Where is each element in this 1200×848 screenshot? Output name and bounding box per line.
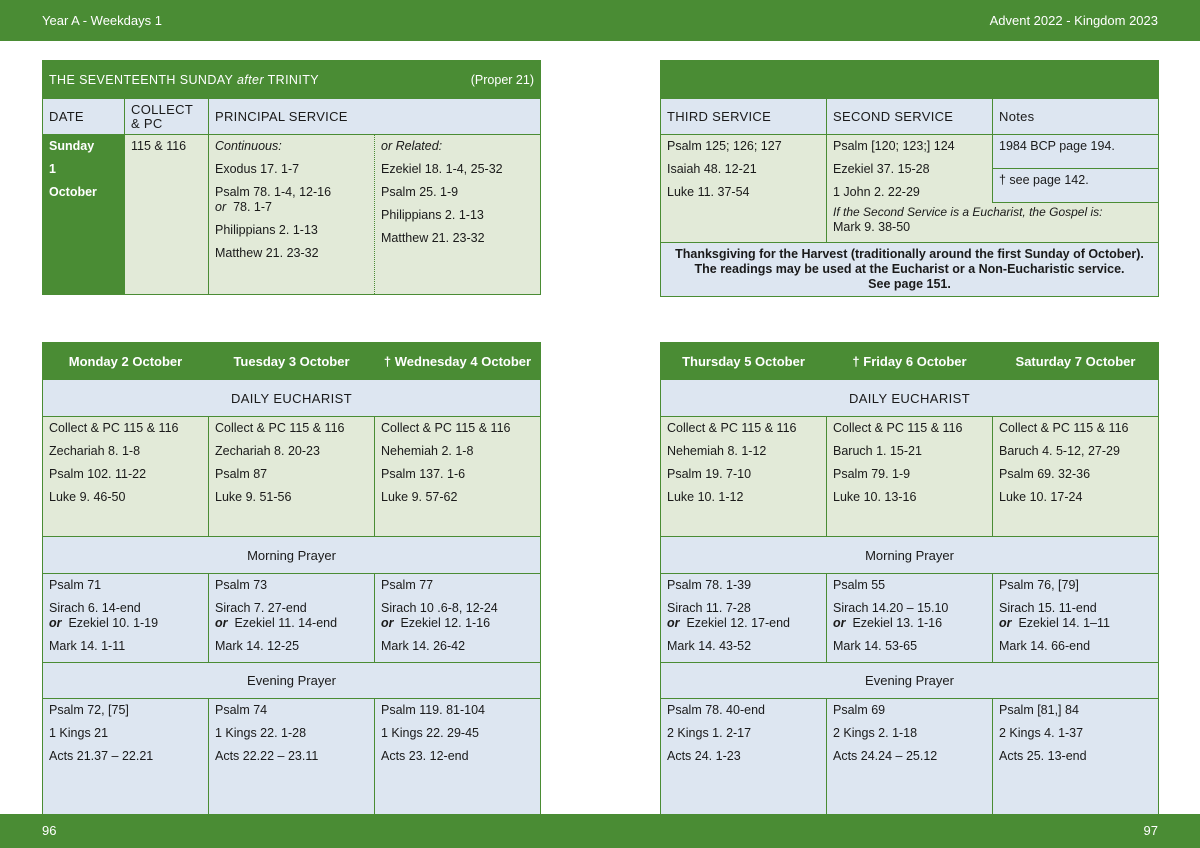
reading-line: Sirach 14.20 – 15.10	[833, 601, 949, 615]
acts-line: Acts 24.24 – 25.12	[833, 749, 938, 763]
daily-eucharist-label: DAILY EUCHARIST	[43, 380, 541, 417]
page-number-right: 97	[1143, 823, 1158, 838]
reading-line: 2 Kings 2. 1-18	[833, 726, 918, 740]
reading-line: Zechariah 8. 1-8	[49, 444, 141, 458]
alt-reading-value: Ezekiel 14. 1–11	[1018, 616, 1110, 630]
gospel-line: Luke 10. 17-24	[999, 490, 1083, 504]
psalm-line: Psalm 69	[833, 703, 886, 717]
sunday-title	[49, 73, 319, 87]
second-epistle: 1 John 2. 22-29	[833, 185, 920, 199]
collect-line: Collect & PC 115 & 116	[999, 421, 1129, 435]
reading-line: Sirach 15. 11-end	[999, 601, 1097, 615]
page-number-left: 96	[42, 823, 57, 838]
collect-line: Collect & PC 115 & 116	[833, 421, 963, 435]
third-reading: Isaiah 48. 12-21	[667, 162, 757, 176]
acts-line: Acts 24. 1-23	[667, 749, 741, 763]
alt-reading-line	[209, 616, 374, 631]
eucharist-cell	[43, 417, 209, 537]
collect-value: 115 & 116	[131, 139, 187, 153]
continuous-psalm-alt-value: 78. 1-7	[233, 200, 272, 214]
header-left-title: Year A - Weekdays 1	[42, 13, 162, 28]
notes-bcp: 1984 BCP page 194.	[999, 139, 1115, 153]
evening-cell	[827, 699, 993, 817]
continuous-reading: Exodus 17. 1-7	[215, 162, 300, 176]
psalm-line: Psalm 73	[215, 578, 268, 592]
gospel-line: Mark 14. 66-end	[999, 639, 1091, 653]
second-psalm: Psalm [120; 123;] 124	[833, 139, 955, 153]
gospel-line: Luke 9. 51-56	[215, 490, 292, 504]
psalm-line: Psalm 76, [79]	[999, 578, 1079, 592]
acts-line: Acts 25. 13-end	[999, 749, 1087, 763]
reading-line: 1 Kings 22. 1-28	[215, 726, 307, 740]
gospel-line: Mark 14. 53-65	[833, 639, 918, 653]
gospel-line: Mark 14. 43-52	[667, 639, 752, 653]
alt-reading-line	[43, 616, 208, 631]
eucharist-note-cell	[827, 203, 1159, 243]
day-header: Tuesday 3 October	[209, 343, 375, 380]
notes-bcp-cell	[993, 135, 1159, 169]
sunday-title-suffix: TRINITY	[263, 72, 320, 87]
col-date: DATE	[43, 99, 125, 135]
continuous-psalm-alt	[209, 200, 374, 215]
header-band	[0, 0, 1200, 41]
or-word: or	[667, 616, 680, 630]
evening-prayer-label: Evening Prayer	[661, 663, 1159, 699]
psalm-line: Psalm 74	[215, 703, 268, 717]
day-header: Saturday 7 October	[993, 343, 1159, 380]
reading-line: 2 Kings 4. 1-37	[999, 726, 1084, 740]
continuous-epistle: Philippians 2. 1-13	[215, 223, 318, 237]
third-gospel: Luke 11. 37-54	[667, 185, 750, 199]
evening-cell	[993, 699, 1159, 817]
col-notes: Notes	[993, 99, 1159, 135]
eucharist-note: If the Second Service is a Eucharist, the Gospel is:	[833, 205, 1103, 219]
psalm-line: Psalm 102. 11-22	[49, 467, 147, 481]
notes-see: † see page 142.	[999, 173, 1089, 187]
col-second-service: SECOND SERVICE	[827, 99, 993, 135]
reading-line: Sirach 7. 27-end	[215, 601, 307, 615]
related-gospel: Matthew 21. 23-32	[381, 231, 485, 245]
alt-reading-value: Ezekiel 12. 1-16	[400, 616, 491, 630]
gospel-line: Luke 10. 13-16	[833, 490, 917, 504]
or-word: or	[833, 616, 846, 630]
eucharist-cell	[827, 417, 993, 537]
harvest-note-line: Thanksgiving for the Harvest (traditionally around the first Sunday of October).	[675, 247, 1144, 261]
col-principal: PRINCIPAL SERVICE	[209, 99, 541, 135]
related-label: or Related:	[381, 139, 443, 153]
evening-prayer-label: Evening Prayer	[43, 663, 541, 699]
continuous-psalm: Psalm 78. 1-4, 12-16	[215, 185, 332, 199]
alt-reading-value: Ezekiel 12. 17-end	[686, 616, 790, 630]
sunday-table	[42, 60, 541, 295]
psalm-line: Psalm 78. 40-end	[667, 703, 765, 717]
eucharist-cell	[209, 417, 375, 537]
collect-line: Collect & PC 115 & 116	[49, 421, 179, 435]
sunday-title-prefix: THE SEVENTEENTH SUNDAY	[49, 72, 237, 87]
harvest-note-cell	[661, 243, 1159, 297]
or-word: or	[999, 616, 1012, 630]
gospel-line: Luke 9. 46-50	[49, 490, 126, 504]
related-cell	[375, 135, 541, 295]
morning-cell	[43, 574, 209, 663]
date-day: Sunday	[49, 139, 95, 153]
or-word: or	[215, 616, 228, 630]
continuous-cell	[209, 135, 375, 295]
header-right-title: Advent 2022 - Kingdom 2023	[989, 13, 1158, 28]
collect-line: Collect & PC 115 & 116	[381, 421, 511, 435]
eucharist-cell	[375, 417, 541, 537]
acts-line: Acts 21.37 – 22.21	[49, 749, 154, 763]
or-word: or	[381, 616, 394, 630]
weekdays-right-table	[660, 342, 1159, 817]
morning-prayer-label: Morning Prayer	[661, 537, 1159, 574]
reading-line: Baruch 1. 15-21	[833, 444, 922, 458]
alt-reading-value: Ezekiel 10. 1-19	[68, 616, 159, 630]
morning-prayer-label: Morning Prayer	[43, 537, 541, 574]
day-header: † Wednesday 4 October	[375, 343, 541, 380]
reading-line: Zechariah 8. 20-23	[215, 444, 320, 458]
sunday-title-row	[43, 61, 541, 99]
psalm-line: Psalm 79. 1-9	[833, 467, 911, 481]
second-service-cell	[827, 135, 993, 203]
psalm-line: Psalm 19. 7-10	[667, 467, 752, 481]
alt-reading-value: Ezekiel 13. 1-16	[852, 616, 943, 630]
harvest-note-line: The readings may be used at the Eucharist or a Non-Eucharistic service.	[694, 262, 1125, 276]
alt-reading-line	[375, 616, 540, 631]
reading-line: Sirach 10 .6-8, 12-24	[381, 601, 498, 615]
gospel-line: Luke 9. 57-62	[381, 490, 458, 504]
notes-see-cell	[993, 169, 1159, 203]
evening-cell	[43, 699, 209, 817]
alt-reading-value: Ezekiel 11. 14-end	[234, 616, 338, 630]
evening-cell	[209, 699, 375, 817]
collect-line: Collect & PC 115 & 116	[667, 421, 797, 435]
second-reading: Ezekiel 37. 15-28	[833, 162, 930, 176]
day-header: Monday 2 October	[43, 343, 209, 380]
reading-line: Nehemiah 2. 1-8	[381, 444, 474, 458]
harvest-note-line: See page 151.	[868, 277, 951, 291]
weekdays-left-table	[42, 342, 541, 817]
acts-line: Acts 23. 12-end	[381, 749, 469, 763]
related-epistle: Philippians 2. 1-13	[381, 208, 484, 222]
date-month: October	[49, 185, 97, 199]
sunday-collect-cell	[125, 135, 209, 295]
sunday-date-cell	[43, 135, 125, 295]
related-psalm: Psalm 25. 1-9	[381, 185, 459, 199]
col-collect: COLLECT & PC	[125, 99, 209, 135]
morning-cell	[827, 574, 993, 663]
day-header: Thursday 5 October	[661, 343, 827, 380]
third-psalm: Psalm 125; 126; 127	[667, 139, 782, 153]
col-third-service: THIRD SERVICE	[661, 99, 827, 135]
reading-line: Nehemiah 8. 1-12	[667, 444, 767, 458]
morning-cell	[209, 574, 375, 663]
alt-reading-line	[661, 616, 826, 631]
psalm-line: Psalm 77	[381, 578, 434, 592]
date-number: 1	[49, 162, 56, 176]
services-title-row	[661, 61, 1159, 99]
or-word: or	[215, 200, 227, 214]
psalm-line: Psalm 71	[49, 578, 102, 592]
sunday-title-after: after	[236, 72, 264, 87]
reading-line: 1 Kings 21	[49, 726, 109, 740]
evening-cell	[375, 699, 541, 817]
morning-cell	[993, 574, 1159, 663]
psalm-line: Psalm 72, [75]	[49, 703, 129, 717]
reading-line: 1 Kings 22. 29-45	[381, 726, 479, 740]
psalm-line: Psalm 119. 81-104	[381, 703, 485, 717]
gospel-line: Mark 14. 26-42	[381, 639, 466, 653]
psalm-line: Psalm 55	[833, 578, 886, 592]
related-reading: Ezekiel 18. 1-4, 25-32	[381, 162, 503, 176]
psalm-line: Psalm 137. 1-6	[381, 467, 466, 481]
gospel-line: Mark 14. 12-25	[215, 639, 300, 653]
continuous-gospel: Matthew 21. 23-32	[215, 246, 319, 260]
evening-cell	[661, 699, 827, 817]
footer-band	[0, 814, 1200, 848]
proper-label: (Proper 21)	[470, 72, 534, 87]
gospel-line: Mark 14. 1-11	[49, 639, 126, 653]
eucharist-cell	[661, 417, 827, 537]
third-service-cell	[661, 135, 827, 243]
reading-line: Sirach 6. 14-end	[49, 601, 141, 615]
services-table	[660, 60, 1159, 297]
eucharist-gospel: Mark 9. 38-50	[833, 220, 911, 234]
or-word: or	[49, 616, 62, 630]
reading-line: Baruch 4. 5-12, 27-29	[999, 444, 1120, 458]
psalm-line: Psalm 87	[215, 467, 268, 481]
acts-line: Acts 22.22 – 23.11	[215, 749, 319, 763]
reading-line: Sirach 11. 7-28	[667, 601, 751, 615]
psalm-line: Psalm [81,] 84	[999, 703, 1079, 717]
gospel-line: Luke 10. 1-12	[667, 490, 744, 504]
morning-cell	[661, 574, 827, 663]
continuous-label: Continuous:	[215, 139, 282, 153]
alt-reading-line	[993, 616, 1158, 631]
daily-eucharist-label: DAILY EUCHARIST	[661, 380, 1159, 417]
eucharist-cell	[993, 417, 1159, 537]
psalm-line: Psalm 78. 1-39	[667, 578, 752, 592]
alt-reading-line	[827, 616, 992, 631]
psalm-line: Psalm 69. 32-36	[999, 467, 1091, 481]
morning-cell	[375, 574, 541, 663]
collect-line: Collect & PC 115 & 116	[215, 421, 345, 435]
day-header: † Friday 6 October	[827, 343, 993, 380]
reading-line: 2 Kings 1. 2-17	[667, 726, 752, 740]
